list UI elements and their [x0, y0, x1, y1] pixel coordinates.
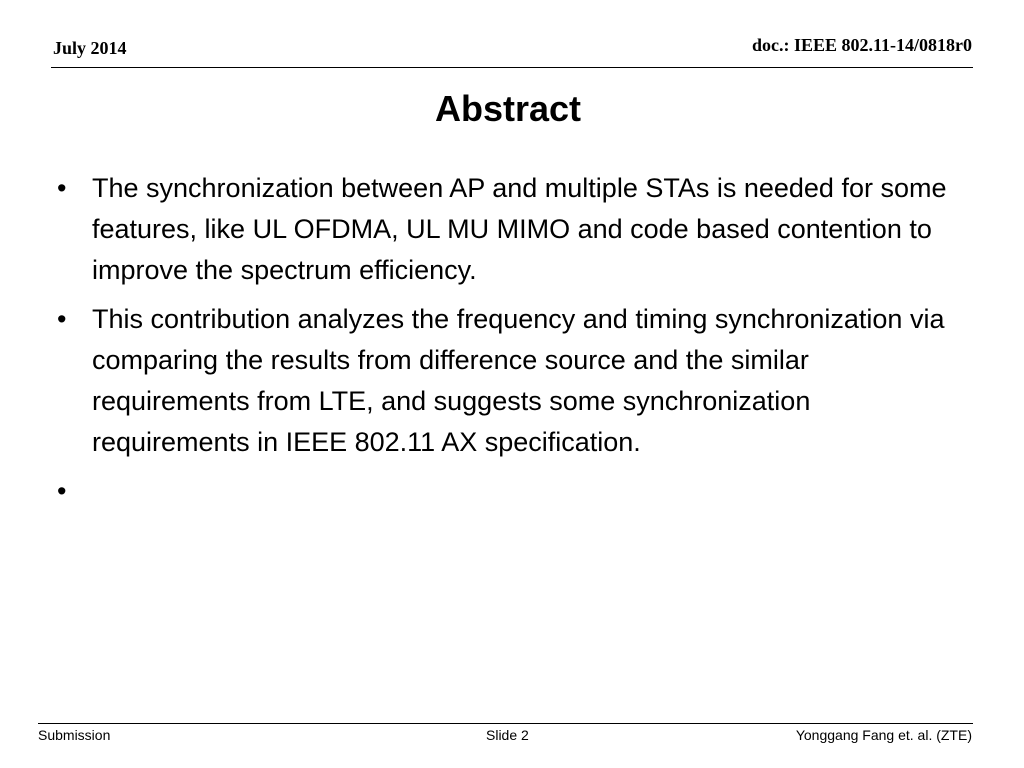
bullet-text: The synchronization between AP and multiple STAs is needed for some features, like UL OFDMA, UL MU MIMO and code based contention to improve the spectrum efficiency.	[92, 173, 947, 285]
bullet-item	[57, 168, 957, 291]
header-date: July 2014	[53, 38, 127, 58]
bullet-dot: •	[57, 304, 67, 334]
bullet-list	[57, 168, 957, 520]
footer-author: Yonggang Fang et. al. (ZTE)	[795, 727, 972, 743]
bullet-item	[57, 471, 957, 512]
footer-divider	[38, 723, 973, 724]
footer-submission: Submission	[38, 727, 111, 743]
bullet-dot: •	[57, 173, 67, 203]
header-doc-id: doc.: IEEE 802.11-14/0818r0	[751, 35, 972, 55]
bullet-item	[57, 299, 957, 463]
header-divider	[51, 67, 973, 68]
bullet-dot: •	[57, 476, 67, 506]
bullet-text: This contribution analyzes the frequency and timing synchronization via comparing the results from difference source and the similar requirements from LTE, and suggests some synchronization requirements in IEEE 802.11 AX specification.	[92, 304, 945, 457]
footer-slide-number: Slide 2	[486, 727, 529, 743]
slide-title: Abstract	[434, 88, 582, 129]
bullet-text	[92, 476, 100, 506]
